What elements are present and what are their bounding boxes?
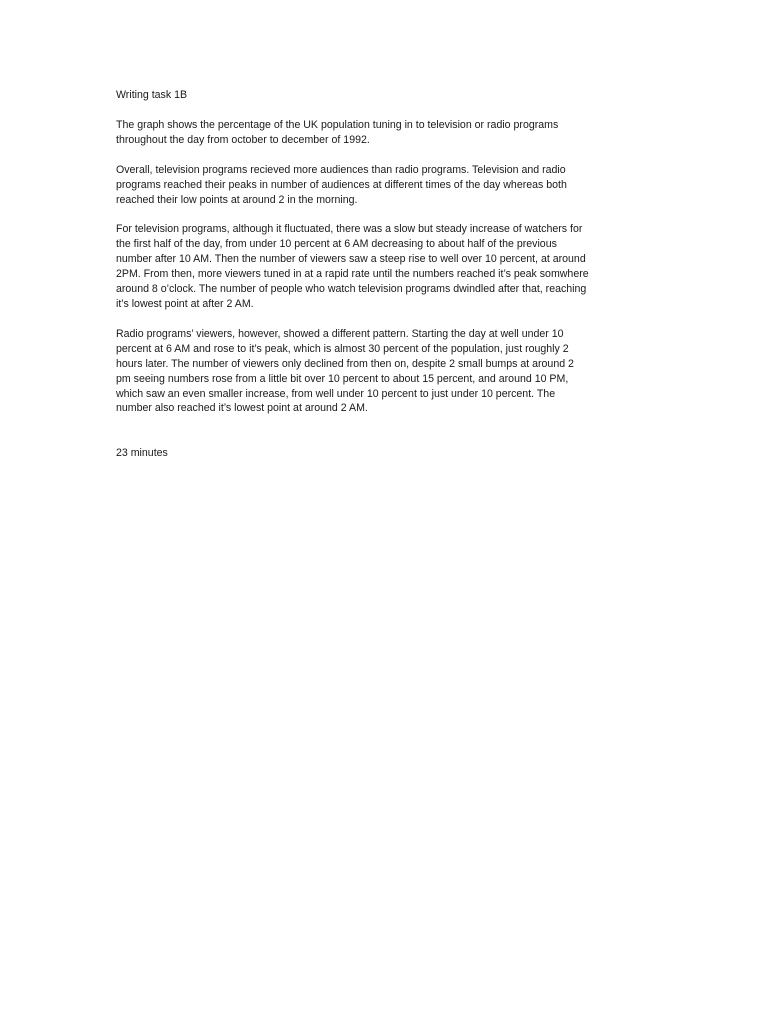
time-note: 23 minutes (116, 447, 168, 460)
paragraph-intro: The graph shows the percentage of the UK population tuning in to television or radio programs throughout the day from october to december of 1992. (116, 118, 559, 146)
paragraph-overview: Overall, television programs recieved more audiences than radio programs. Television and radio programs reached their peaks in number of audiences at different times of the day whereas both reached their low points at around 2 in the morning. (116, 163, 567, 206)
document-page (116, 88, 656, 461)
paragraph-television: For television programs, although it fluctuated, there was a slow but steady increase of watchers for the first half of the day, from under 10 percent at 6 AM decreasing to about half of the previous number after 10 AM. Then the number of viewers saw a steep rise to well over 10 percent, at around 2PM. From then, more viewers tuned in at a rapid rate until the numbers reached it’s peak somwhere around 8 o’clock. The number of people who watch television programs dwindled after that, reaching it’s lowest point at after 2 AM. (116, 223, 589, 310)
blank-line (116, 431, 656, 446)
document-title: Writing task 1B (116, 89, 188, 101)
paragraph-radio: Radio programs’ viewers, however, showed a different pattern. Starting the day at well under 10 percent at 6 AM and rose to it’s peak, which is almost 30 percent of the population, just roughly 2 hours later. The number of viewers only declined from then on, despite 2 small bumps at around 2 pm seeing numbers rose from a little bit over 10 percent to about 15 percent, and around 10 PM, which saw an even smaller increase, from well under 10 percent to just under 10 percent. The number also reached it’s lowest point at around 2 AM. (116, 327, 574, 415)
